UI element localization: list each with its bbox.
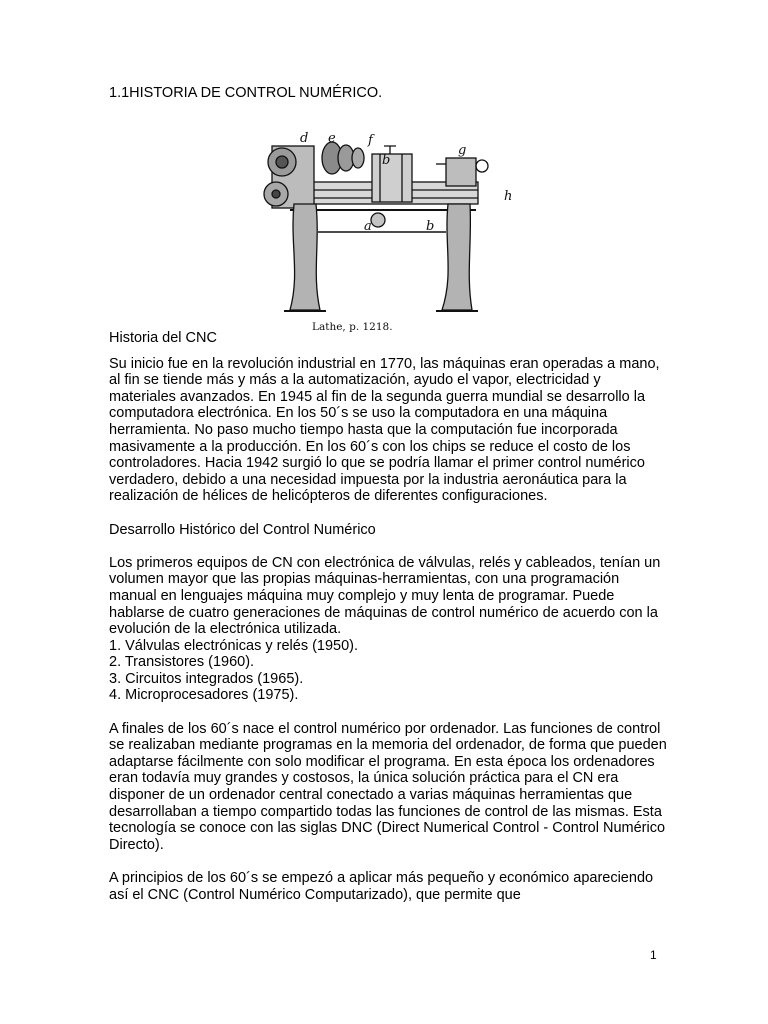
figure-letter: f — [368, 133, 373, 148]
list-item: 4. Microprocesadores (1975). — [109, 687, 299, 704]
page-heading: 1.1HISTORIA DE CONTROL NUMÉRICO. — [109, 85, 383, 101]
section-intro-desarrollo: Los primeros equipos de CN con electrónica de válvulas, relés y cableados, tenían un volumen mayor que las propias máquinas-herramientas, con una programación manual en lenguajes máquina muy complejo y muy lenta de programar. Puede hablarse de cuatro generaciones de máquinas de control numérico de acuerdo con la evolución de la electrónica utilizada. — [109, 554, 661, 638]
list-item: 2. Transistores (1960). — [109, 654, 255, 671]
section-title-desarrollo: Desarrollo Histórico del Control Numérico — [109, 521, 376, 538]
figure-letter: d — [300, 131, 309, 146]
document-body — [109, 330, 669, 903]
figure-caption: Lathe, p. 1218. — [312, 321, 393, 333]
list-item: 3. Circuitos integrados (1965). — [109, 670, 304, 687]
lathe-illustration — [250, 124, 518, 336]
paragraph-cnc: A principios de los 60´s se empezó a aplicar más pequeño y económico apareciendo así el CNC (Control Numérico Computarizado), que permite que — [109, 870, 654, 903]
lathe-drawing — [250, 124, 518, 336]
page-number: 1 — [650, 948, 657, 962]
list-item: 1. Válvulas electrónicas y relés (1950). — [109, 637, 359, 654]
section-body-historia: Su inicio fue en la revolución industrial en 1770, las máquinas eran operadas a mano, al fin se tiende más y más a la automatización, ayudo el vapor, electricidad y materiales avanzados. En 1945 al fin de la segunda guerra mundial se desarrollo la computadora electrónica. En los 50´s se uso la computadora en una máquina herramienta. No paso mucho tiempo hasta que la computación fue incorporada masivamente a la producción. En los 60´s con los chips se reduce el costo de los controladores. Hacia 1942 surgió lo que se podría llamar el primer control numérico verdadero, debido a una necesidad impuesta por la industria aeronáutica para la realización de hélices de helicópteros de diferentes configuraciones. — [109, 355, 660, 505]
figure-letter: a — [364, 219, 372, 234]
generations-list — [109, 638, 669, 704]
figure-letter: e — [328, 131, 336, 146]
section-title-historia: Historia del CNC — [109, 330, 217, 346]
figure-letter: h — [504, 189, 513, 204]
paragraph-dnc: A finales de los 60´s nace el control numérico por ordenador. Las funciones de control se realizaban mediante programas en la memoria del ordenador, de forma que pueden adaptarse fácilmente con solo modificar el programa. En esta época los ordenadores eran todavía muy grandes y costosos, la única solución práctica para el CN era disponer de un ordenador central conectado a varias máquinas herramientas que desarrollaban a tiempo compartido todas las funciones de control de las mismas. Esta tecnología se conoce con las siglas DNC (Direct Numerical Control - Control Numérico Directo). — [109, 720, 667, 853]
figure-letter: b — [382, 153, 391, 168]
figure-letter: g — [458, 143, 467, 158]
figure-letter: b — [426, 219, 435, 234]
